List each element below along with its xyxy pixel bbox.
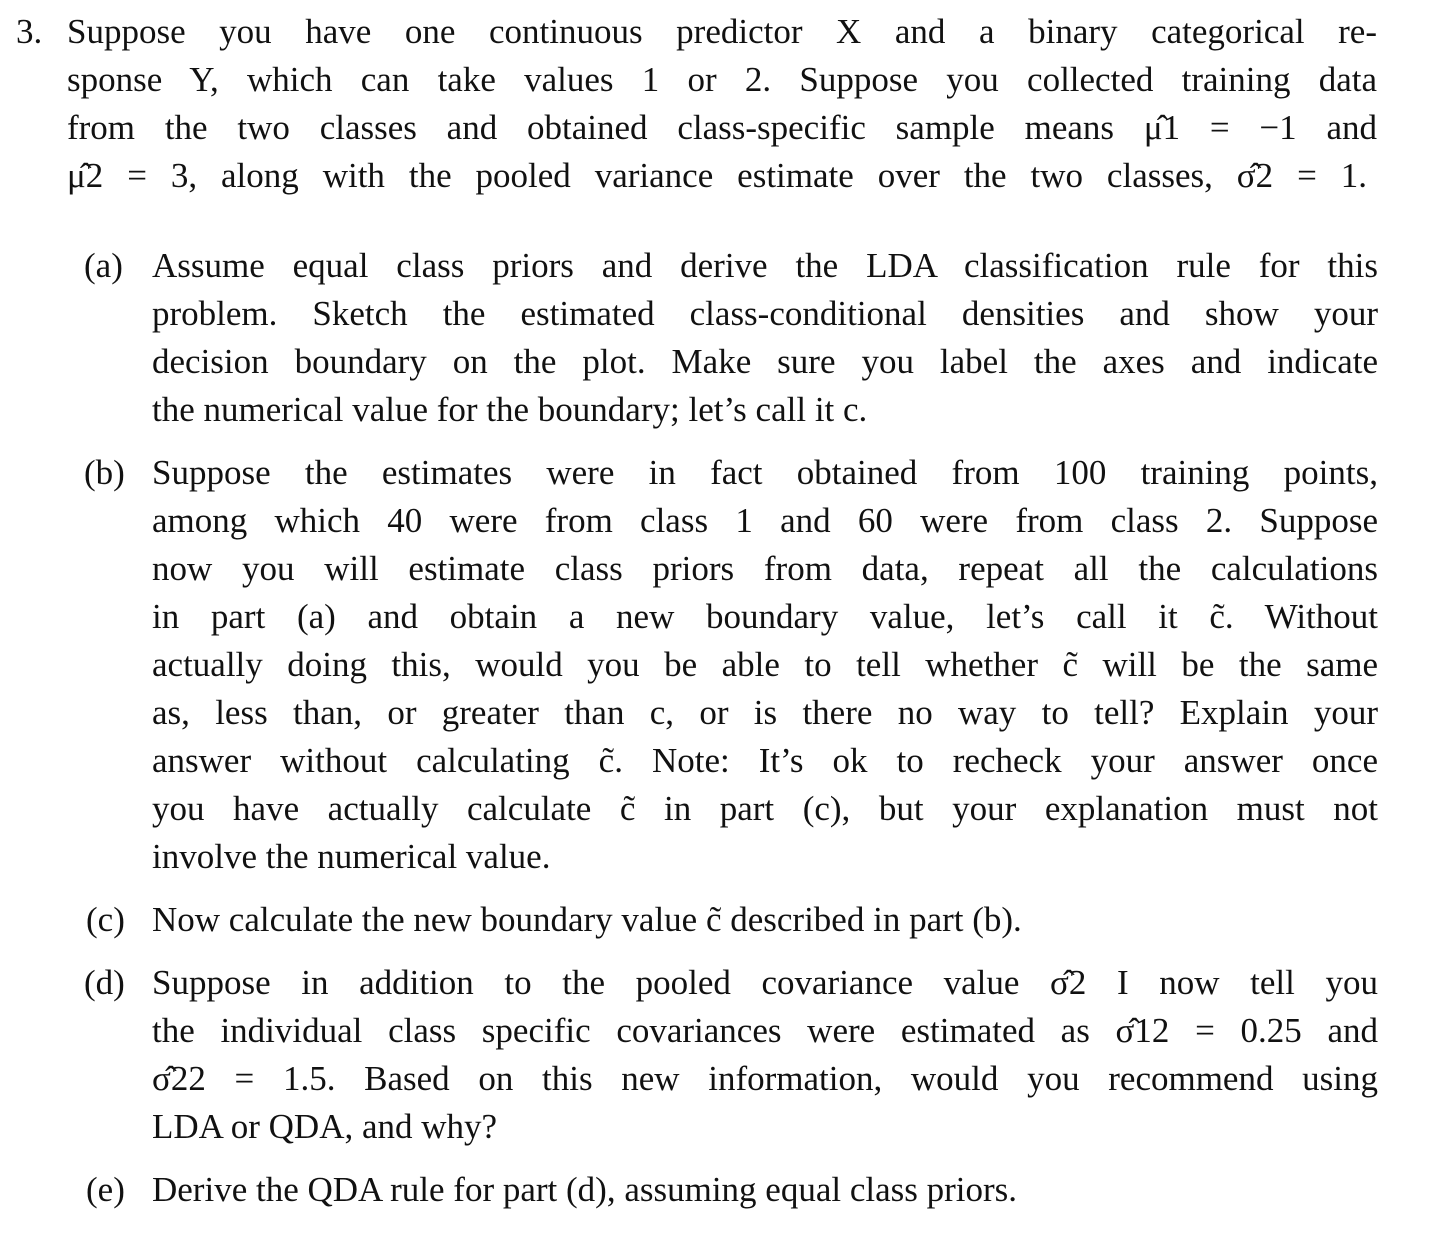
intro-line-4 — [67, 158, 1367, 193]
intro-line-2 — [67, 62, 1377, 97]
part-d-line-3: σ̂22 = 1.5. Based on this new information, would you recommend using — [152, 1059, 1378, 1098]
part-a-line-3: decision boundary on the plot. Make sure you label the axes and indicate — [152, 342, 1378, 381]
intro-line-1 — [67, 14, 1377, 49]
part-e-line-1: Derive the QDA rule for part (d), assuming equal class priors. — [152, 1170, 1018, 1209]
intro-line-3-text: from the two classes and obtained class-specific sample means μ̂1 = −1 and — [67, 108, 1377, 147]
problem-number: 3. — [16, 12, 43, 51]
part-b-line-9: involve the numerical value. — [152, 837, 551, 876]
part-c-line-1: Now calculate the new boundary value c̃ described in part (b). — [152, 900, 1022, 939]
part-a-line-1: Assume equal class priors and derive the LDA classification rule for this — [152, 246, 1378, 285]
part-a-line-2: problem. Sketch the estimated class-conditional densities and show your — [152, 294, 1378, 333]
part-d-line-2: the individual class specific covariances were estimated as σ̂12 = 0.25 and — [152, 1011, 1378, 1050]
part-b-line-8: you have actually calculate c̃ in part (c), but your explanation must not — [152, 789, 1378, 828]
part-b-line-2: among which 40 were from class 1 and 60 were from class 2. Suppose — [152, 501, 1378, 540]
part-b-line-7: answer without calculating c̃. Note: It’s ok to recheck your answer once — [152, 741, 1378, 780]
part-b-line-5: actually doing this, would you be able to tell whether c̃ will be the same — [152, 645, 1378, 684]
part-b-line-4: in part (a) and obtain a new boundary value, let’s call it c̃. Without — [152, 597, 1378, 636]
part-d-line-1: Suppose in addition to the pooled covariance value σ̂2 I now tell you — [152, 963, 1378, 1002]
part-b-line-1: Suppose the estimates were in fact obtained from 100 training points, — [152, 453, 1378, 492]
part-e-label: (e) — [86, 1170, 125, 1209]
part-b-line-3: now you will estimate class priors from data, repeat all the calculations — [152, 549, 1378, 588]
part-a-line-4: the numerical value for the boundary; let’s call it c. — [152, 390, 868, 429]
part-d-label: (d) — [84, 963, 125, 1002]
part-b-label: (b) — [84, 453, 125, 492]
part-d-line-4: LDA or QDA, and why? — [152, 1107, 498, 1146]
part-b-line-6: as, less than, or greater than c, or is there no way to tell? Explain your — [152, 693, 1378, 732]
part-a-label: (a) — [84, 246, 123, 285]
intro-line-2-text: sponse Y, which can take values 1 or 2. Suppose you collected training data — [67, 60, 1377, 99]
intro-line-4-text: μ̂2 = 3, along with the pooled variance estimate over the two classes, σ̂2 = 1. — [67, 156, 1367, 195]
intro-line-1-text: Suppose you have one continuous predictor X and a binary categorical re- — [67, 12, 1377, 51]
part-c-label: (c) — [86, 900, 125, 939]
intro-line-3 — [67, 110, 1377, 145]
